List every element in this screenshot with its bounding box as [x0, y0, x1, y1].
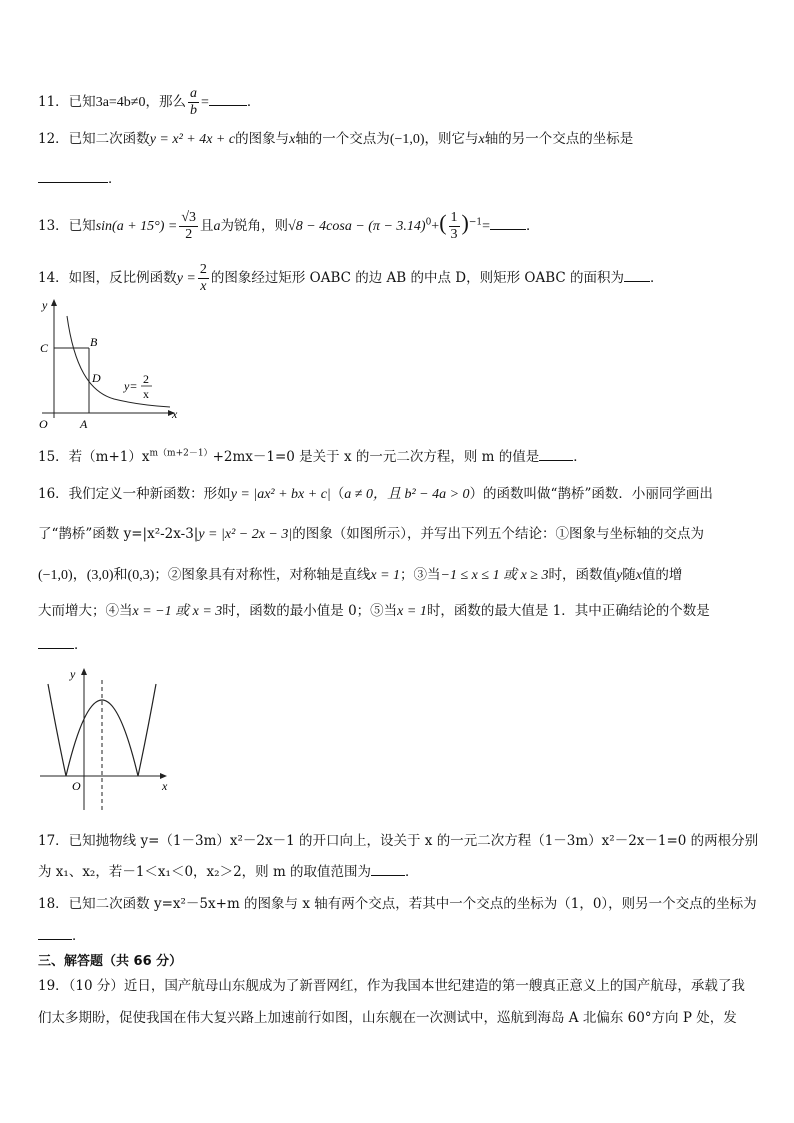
question-18-answer-line: ．: [38, 925, 86, 946]
question-16-line-4: 大而增大；④当x = −1 或 x = 3时，函数的最小值是 0；⑤当x = 1时，函数的最大值是 1．其中正确结论的个数是: [38, 603, 710, 619]
label-a: A: [80, 417, 88, 431]
label-d: D: [92, 371, 101, 385]
answer-blank: [38, 925, 72, 940]
fraction-2-over-x: $\frac{2}{x}$: [199, 262, 207, 294]
question-13: 13．已知sin(a + 15°) = $\frac{√3}{2}$ 且a为锐角，则$√8 - 4\cos a - (\pi - 3.14)^0+$( $\frac{1}{3}$ )$^{-1}$= ．: [38, 210, 540, 242]
label-y: y: [42, 298, 48, 312]
question-19-line-2: 们太多期盼，促使我国在伟大复兴路上加速前行如图，山东舰在一次测试中，巡航到海岛 A 北偏东 60°方向 P 处，发: [38, 1010, 737, 1026]
label-x: x: [162, 779, 168, 793]
answer-blank: [490, 215, 526, 230]
y-axis-arrow-icon: [81, 668, 87, 675]
label-y: y: [70, 667, 76, 681]
fraction-1-over-3: $\frac{1}{3}$: [450, 210, 458, 242]
question-12-answer-line: ．: [38, 168, 122, 189]
question-12: 12．已知二次函数y = x² + 4x + c的图象与x轴的一个交点为(−1,0)，则它与x轴的另一个交点的坐标是: [38, 131, 634, 147]
answer-blank: [539, 446, 573, 461]
curve-label-den: x: [143, 387, 149, 401]
question-16-line-2: 了“鹊桥”函数 y=|x²-2x-3|y = |x² − 2x − 3|的图象（如图所示），并写出下列五个结论：①图象与坐标轴的交点为: [38, 526, 704, 542]
answer-blank: [624, 267, 650, 282]
answer-blank: [209, 91, 247, 106]
answer-blank: [38, 168, 108, 183]
label-c: C: [40, 341, 49, 355]
label-x: x: [172, 407, 178, 421]
question-11: 11．已知3a=4b≠0，那么 $\frac{a}{b}$ = ．: [38, 86, 261, 118]
section-heading-answer-questions: 三、解答题（共 66 分）: [38, 954, 183, 969]
question-14: 14．如图，反比例函数y = $\frac{2}{x}$ 的图象经过矩形 OABC 的边 AB 的中点 D，则矩形 OABC 的面积为 ．: [38, 262, 664, 294]
label-o: O: [39, 417, 48, 431]
label-b: B: [90, 335, 98, 349]
curve-label-num: 2: [143, 372, 149, 386]
figure-16-magpie-bridge-graph: [34, 664, 179, 814]
question-16-line-1: 16．我们定义一种新函数：形如y = |ax² + bx + c|（a ≠ 0，且 b² − 4a > 0）的函数叫做“鹊桥”函数．小丽同学画出: [38, 486, 713, 502]
curve-label-y: y=: [124, 379, 138, 393]
question-17-line-1: 17．已知抛物线 y=（1－3m）x²－2x－1 的开口向上，设关于 x 的一元二次方程（1－3m）x²－2x－1=0 的两根分别: [38, 833, 759, 849]
fraction-root3-over-2: $\frac{√3}{2}$: [181, 210, 197, 242]
label-o: O: [72, 779, 81, 793]
answer-blank: [371, 861, 405, 876]
question-18-line-1: 18．已知二次函数 y=x²－5x+m 的图象与 x 轴有两个交点，若其中一个交点的坐标为（1，0），则另一个交点的坐标为: [38, 896, 757, 912]
question-19-line-1: 19．（10 分）近日，国产航母山东舰成为了新晋网红，作为我国本世纪建造的第一艘真正意义上的国产航母，承载了我: [38, 978, 745, 994]
question-17-line-2: 为 x₁、x₂，若－1＜x₁＜0，x₂＞2，则 m 的取值范围为 ．: [38, 861, 419, 882]
answer-blank: [38, 634, 74, 649]
figure-14-hyperbola-rectangle: [34, 296, 184, 432]
question-16-answer-line: ．: [38, 634, 88, 655]
question-15: 15．若$(m+1)x^{m(m+2-1)}+2mx-1=0$ 是关于 x 的一元二次方程，则 m 的值是 ．: [38, 446, 587, 467]
question-16-line-3: (−1,0)，(3,0)和(0,3)；②图象具有对称性，对称轴是直线x = 1；③当−1 ≤ x ≤ 1 或 x ≥ 3时，函数值y随x值的增: [38, 567, 683, 583]
y-axis-arrow-icon: [51, 299, 57, 306]
fraction-a-over-b: $\frac{a}{b}$: [189, 86, 197, 118]
hyperbola-curve: [67, 316, 170, 407]
